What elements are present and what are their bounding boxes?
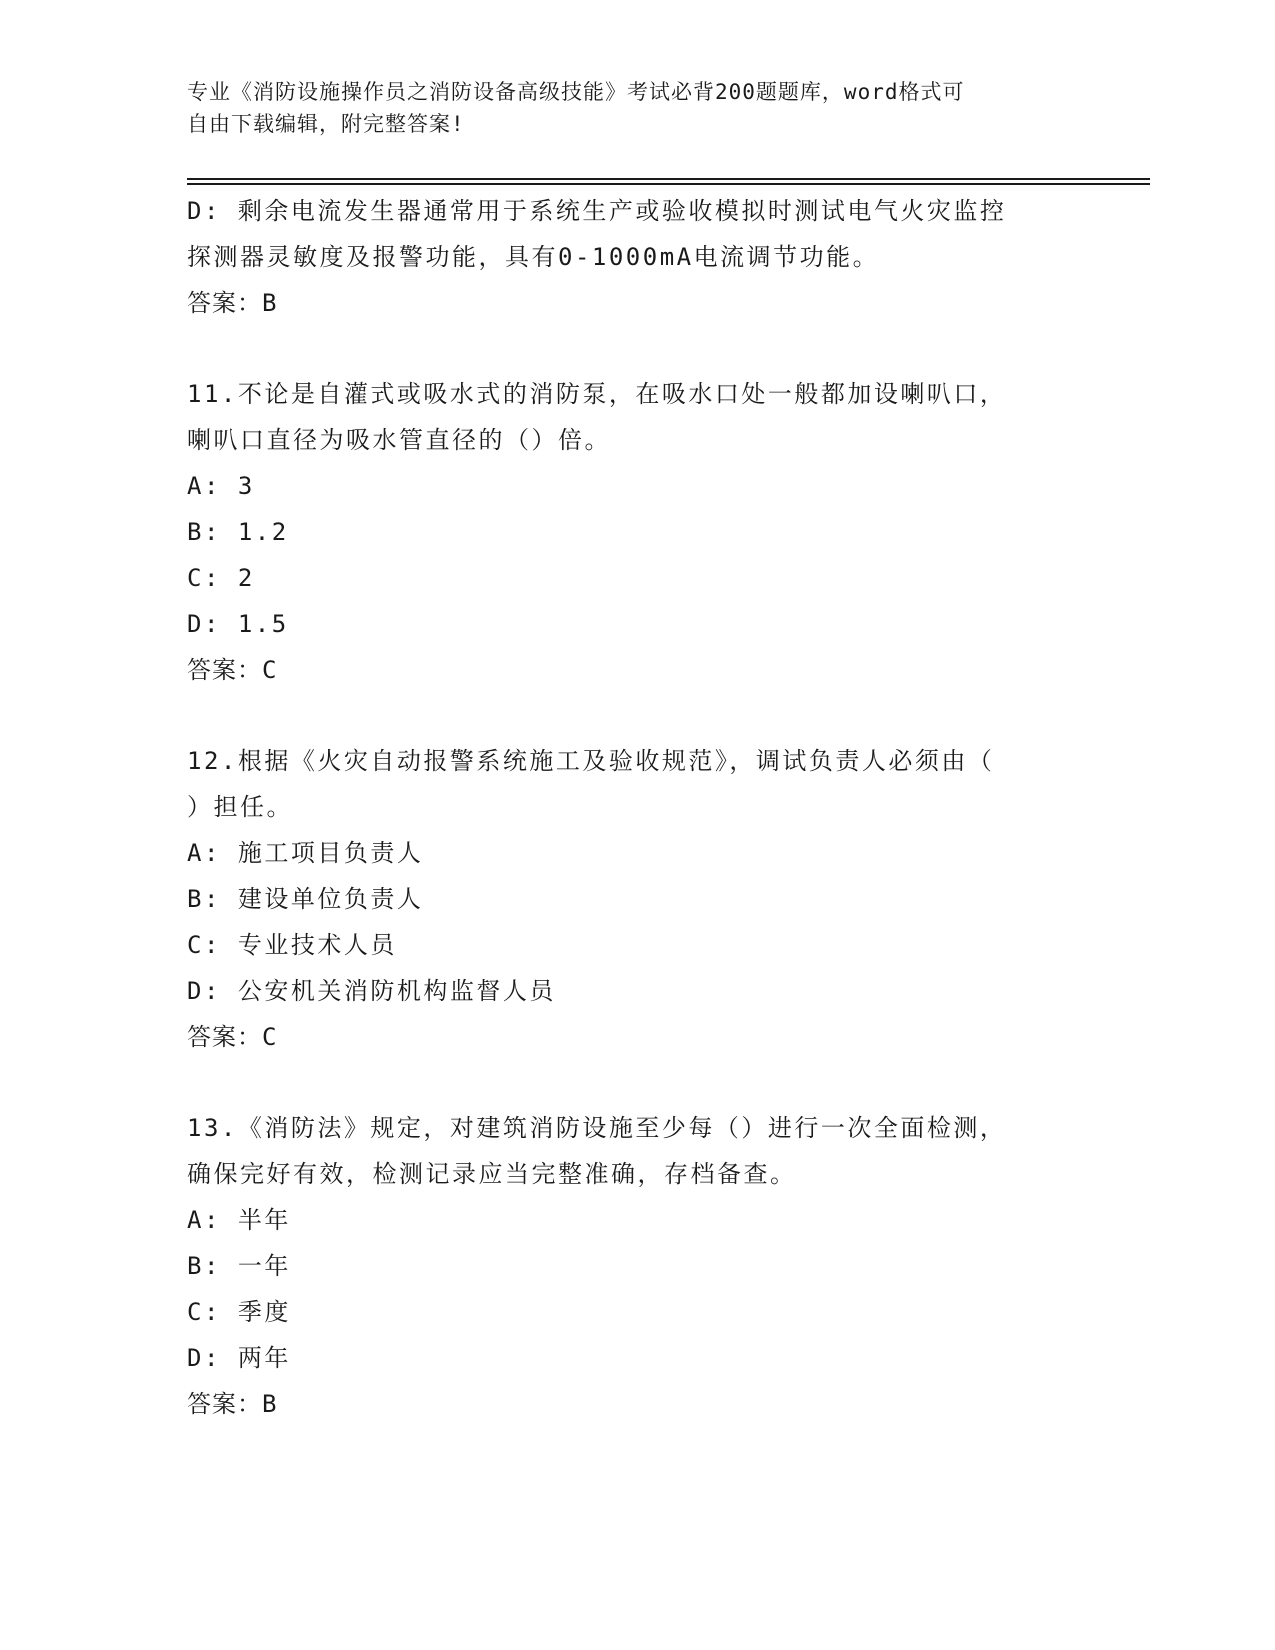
option-a: A: 3 [187,472,255,500]
question-13 [187,1105,1087,1427]
question-11 [187,371,1087,693]
header-divider-top [187,178,1150,180]
question-10-fragment [187,188,1087,326]
question-stem-line-1: 11.不论是自灌式或吸水式的消防泵，在吸水口处一般都加设喇叭口， [187,380,1007,408]
spacer [187,1060,1087,1105]
header-divider-bottom [187,183,1150,185]
question-stem-line-1: 12.根据《火灾自动报警系统施工及验收规范》，调试负责人必须由（ [187,747,995,775]
option-d: D: 两年 [187,1344,291,1372]
question-stem-line-2: 确保完好有效，检测记录应当完整准确，存档备查。 [187,1160,797,1188]
option-d-line-1: D: 剩余电流发生器通常用于系统生产或验收模拟时测试电气火灾监控 [187,197,1007,225]
option-b: B: 建设单位负责人 [187,885,424,913]
option-a: A: 半年 [187,1206,291,1234]
option-d: D: 公安机关消防机构监督人员 [187,977,556,1005]
answer-line: 答案：C [187,1023,278,1051]
question-list [187,188,1087,1427]
option-d-line-2: 探测器灵敏度及报警功能，具有0-1000mA电流调节功能。 [187,243,880,271]
option-a: A: 施工项目负责人 [187,839,424,867]
option-d: D: 1.5 [187,610,289,638]
header-title-line-1: 专业《消防设施操作员之消防设备高级技能》考试必背200题题库，word格式可 [187,80,965,104]
answer-line: 答案：C [187,656,278,684]
question-stem-line-1: 13.《消防法》规定，对建筑消防设施至少每（）进行一次全面检测， [187,1114,1007,1142]
option-c: C: 2 [187,564,255,592]
answer-line: 答案：B [187,289,278,317]
spacer [187,693,1087,738]
question-stem-line-2: ）担任。 [187,793,293,821]
option-c: C: 季度 [187,1298,291,1326]
spacer [187,326,1087,371]
option-c: C: 专业技术人员 [187,931,397,959]
header-title-line-2: 自由下载编辑，附完整答案! [187,112,465,136]
document-header [187,76,1067,140]
option-b: B: 1.2 [187,518,289,546]
question-12 [187,738,1087,1060]
question-stem-line-2: 喇叭口直径为吸水管直径的（）倍。 [187,426,611,454]
answer-line: 答案：B [187,1390,278,1418]
option-b: B: 一年 [187,1252,291,1280]
